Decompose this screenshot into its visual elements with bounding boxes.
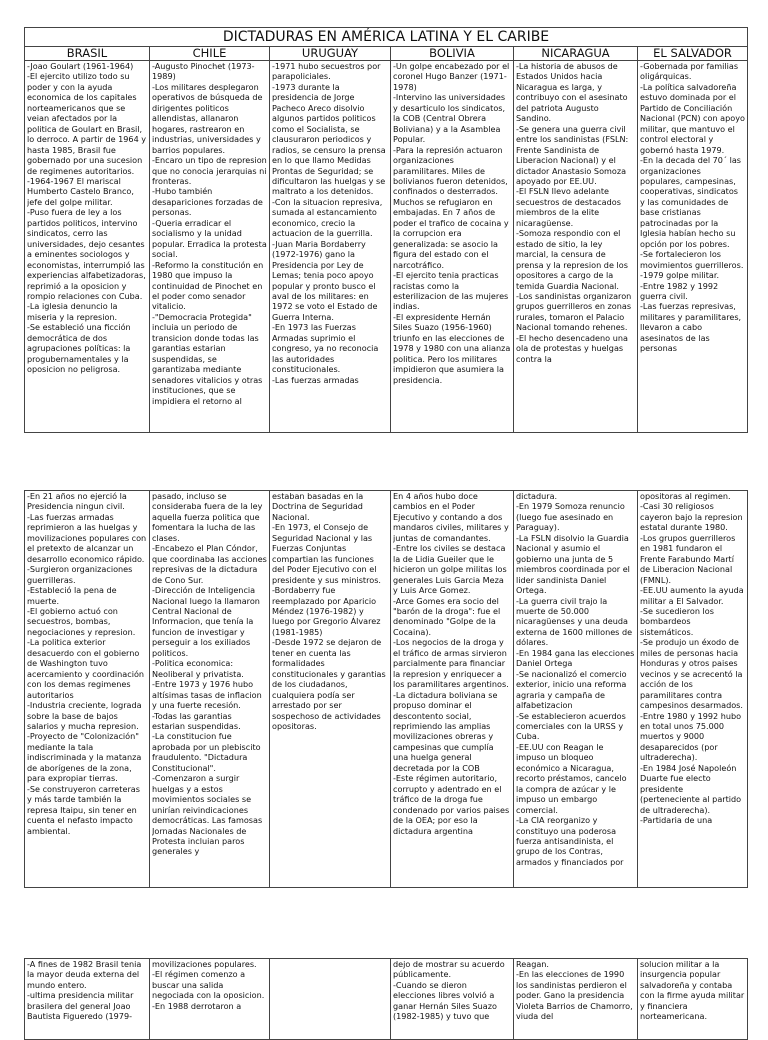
cell-entry: -Augusto Pinochet (1973-1989) <box>152 61 255 82</box>
column-header-row <box>25 47 748 61</box>
cell-entry: -Un golpe encabezado por el coronel Hugo Banzer (1971-1978) <box>393 61 510 92</box>
cell-entry: -Se genera una guerra civil entre los sandinistas (FSLN: Frente Sandinista de Liberacion Nacional) y el dictador Anastasio Somoza apoyado por EE.UU. <box>516 123 629 186</box>
cell-nicaragua <box>514 491 638 888</box>
cell-entry: opositoras al regimen. <box>640 491 731 501</box>
table-row <box>25 61 748 433</box>
cell-entry: -Entre 1973 y 1976 hubo altísimas tasas de inflacion y una fuerte recesión. <box>152 679 262 711</box>
cell-entry: En 4 años hubo doce cambios en el Poder Ejecutivo y contando a dos mandaros civiles, militares y juntas de comandantes. <box>393 491 509 543</box>
cell-el-salvador <box>638 491 748 888</box>
cell-bolivia <box>391 959 514 1040</box>
dictatorships-table-part-3 <box>24 958 748 1040</box>
cell-entry: -Este régimen autoritario, corrupto y adentrado en el tráfico de la droga fue condenado por varios paises de la OEA; por eso la dictadura argentina <box>393 773 510 836</box>
cell-entry: -El hecho desencadeno una ola de protestas y huelgas contra la <box>516 332 628 364</box>
cell-entry: -La política salvadoreña estuvo dominada por el Partido de Conciliación Nacional (PCN) con apoyo militar, que mantuvo el control electoral y gobernó hasta 1979. <box>640 81 745 155</box>
cell-entry: -En 1979 Somoza renuncio (luego fue asesinado en Paraguay). <box>516 501 625 533</box>
cell-entry: -En las elecciones de 1990 los sandinistas perdieron el poder. Gano la presidencia Violeta Barrios de Chamorro, viuda del <box>516 969 633 1022</box>
cell-entry: -Se construyeron carreteras y más tarde también la represa Itaipu, sin tener en cuenta el nefasto impacto ambiental. <box>27 783 140 836</box>
cell-entry: -La constitucion fue aprobada por un plebiscito fraudulento. "Dictadura Constitucional". <box>152 731 261 773</box>
cell-entry: -Comenzaron a surgir huelgas y a estos movimientos sociales se unirían reivindicaciones democráticas. Las famosas Jornadas Nacionales de Protesta incluian paros generales y <box>152 773 263 857</box>
cell-entry: -A fines de 1982 Brasil tenia la mayor deuda externa del mundo entero. <box>27 959 142 990</box>
cell-nicaragua <box>514 61 638 433</box>
cell-entry: -Encaro un tipo de represion que no conocia jerarquias ni fronteras. <box>152 155 267 186</box>
cell-brasil <box>25 61 150 433</box>
cell-entry: -La CIA reorganizo y constituyo una poderosa fuerza antisandinista, el grupo de los Contras, armados y financiados por <box>516 815 624 867</box>
cell-entry: -Reformo la constitución en 1980 que impuso la continuidad de Pinochet en el poder como senador vitalicio. <box>152 259 264 312</box>
cell-entry: -Todas las garantias estarian suspendidas. <box>152 710 241 731</box>
cell-entry: -Se nacionalizó el comercio exterior, inicio una reforma agraria y campaña de alfabetizacion <box>516 668 627 711</box>
cell-entry: -Cuando se dieron elecciones libres volvió a ganar Hernán Siles Suazo (1982-1985) y tuvo que <box>393 979 497 1022</box>
cell-entry: -Se establecieron acuerdos comerciales con la URSS y Cuba. <box>516 710 626 742</box>
cell-entry: -El ejercito tenia practicas racistas como la esterilizacion de las mujeres indias. <box>393 270 509 312</box>
cell-entry: -Los militares desplegaron operativos de búsqueda de dirigentes politicos allendistas, allanaron hogares, rastrearon en industrias, universidades y barrios populares. <box>152 81 263 155</box>
cell-entry: -En 21 años no ejerció la Presidencia ningun civil. <box>27 491 127 512</box>
cell-entry: -Bordaberry fue reemplazado por Aparicio Méndez (1976-1982) y luego por Gregorio Álvarez (1981-1985) <box>272 585 381 637</box>
cell-chile <box>150 61 270 433</box>
cell-chile <box>150 491 270 888</box>
cell-brasil <box>25 959 150 1040</box>
cell-entry: -Los sandinistas organizaron grupos guerrilleros en zonas rurales, tomaron el Palacio Nacional tomando rehenes. <box>516 290 632 333</box>
cell-entry: -La iglesia denuncio la miseria y la represion. <box>27 301 118 322</box>
cell-entry: -Juan Maria Bordaberry (1972-1976) gano la Presidencia por Ley de Lemas; tenia poco apoyo popular y pronto busco el aval de los militares: en 1972 se voto el Estado de Guerra Interna. <box>272 238 378 322</box>
cell-entry: -"Democracia Protegida" incluia un periodo de transicion donde todas las garantias estarian suspendidas, se garantizaba mediante senadores vitalicios y otras instituciones, que se impidiera el retorno al <box>152 311 263 406</box>
table-row <box>25 491 748 888</box>
cell-entry: dictadura. <box>516 491 558 501</box>
cell-entry: -En 1984 José Napoleón Duarte fue electo presidente (perteneciente al partido de ultraderecha). <box>640 762 742 815</box>
cell-bolivia <box>391 61 514 433</box>
cell-entry: -EE.UU con Reagan le impuso un bloqueo económico a Nicaragua, recorto préstamos, cancelo la compra de azúcar y le impuso un embargo comercial. <box>516 741 627 815</box>
cell-entry: -EE.UU aumento la ayuda militar a El Salvador. <box>640 585 744 606</box>
column-header-uruguay: URUGUAY <box>270 47 391 61</box>
cell-entry: -Estableció la pena de muerte. <box>27 585 117 606</box>
cell-entry: -El expresidente Hernán Siles Suazo (1956-1960) triunfo en las elecciones de 1978 y 1980 con una alianza politica. Pero los militares impidieron que asumiera la presidencia. <box>393 311 511 385</box>
cell-chile <box>150 959 270 1040</box>
cell-entry: -Gobernada por familias oligárquicas. <box>640 61 739 82</box>
column-header-el-salvador: EL SALVADOR <box>638 47 748 61</box>
cell-entry: -Casi 30 religiosos cayeron bajo la represion estatal durante 1980. <box>640 501 743 533</box>
cell-uruguay <box>270 61 391 433</box>
column-header-bolivia: BOLIVIA <box>391 47 514 61</box>
cell-entry: -En 1973, el Consejo de Seguridad Nacional y las Fuerzas Conjuntas compartian las funciones del Poder Ejecutivo con el presidente y sus ministros. <box>272 522 381 585</box>
cell-entry: -La FSLN disolvio la Guardia Nacional y asumio el gobierno una junta de 5 miembros coordinada por el lider sandinista Daniel Ortega. <box>516 532 630 596</box>
cell-entry: -Industria creciente, lograda sobre la base de bajos salarios y mucha represion. <box>27 700 142 731</box>
cell-entry: -Desde 1972 se dejaron de tener en cuenta las formalidades constitucionales y garantias de los ciudadanos, cualquiera podía ser arrestado por ser sospechoso de actividades opositoras. <box>272 637 386 731</box>
cell-entry: -La guerra civil trajo la muerte de 50.000 nicaragüenses y una deuda externa de 1600 millones de dólares. <box>516 595 633 648</box>
cell-uruguay <box>270 959 391 1040</box>
cell-entry: -Las fuerzas armadas <box>272 374 359 385</box>
cell-entry: -El régimen comenzo a buscar una salida negociada con la oposicion. <box>152 969 265 1001</box>
column-header-brasil: BRASIL <box>25 47 150 61</box>
cell-entry: -Para la represión actuaron organizaciones paramilitares. Miles de bolivianos fueron detenidos, confinados o desterrados. Muchos se refugiaron en embajadas. En 7 años de poder el trafico de cocaina y la corrupcion era generalizada: se asocio la figura del estado con el narcotráfico. <box>393 144 509 270</box>
cell-entry: -El FSLN llevo adelante secuestros de destacados miembros de la elite nicaragüense. <box>516 186 621 228</box>
cell-entry: -Las fuerzas represivas, militares y paramilitares, llevaron a cabo asesinatos de las personas <box>640 301 742 354</box>
cell-entry: -Se estableció una ficción democrática de dos agrupaciones políticas: la progubernamentales y la oposicion no peligrosa. <box>27 322 131 375</box>
page-title: DICTADURAS EN AMÉRICA LATINA Y EL CARIBE <box>25 28 748 47</box>
cell-entry: -La politica exterior desacuerdo con el gobierno de Washington tuvo acercamiento y coordinación con los demas regimenes autoritarios <box>27 637 145 700</box>
column-header-nicaragua: NICARAGUA <box>514 47 638 61</box>
cell-entry: -Se produjo un éxodo de miles de personas hacia Honduras y otros paises vecinos y se acrecentó la acción de los paramilitares contra campesinos desarmados. <box>640 637 743 711</box>
cell-nicaragua <box>514 959 638 1040</box>
cell-el-salvador <box>638 61 748 433</box>
cell-entry: -El gobierno actuó con secuestros, bombas, negociaciones y represion. <box>27 605 136 637</box>
cell-entry: estaban basadas en la Doctrina de Seguridad Nacional. <box>272 491 364 522</box>
cell-entry: -ultima presidencia militar brasilera del general Joao Bautista Figueredo (1979- <box>27 990 134 1022</box>
cell-entry: -En 1984 gana las elecciones Daniel Ortega <box>516 647 635 669</box>
cell-bolivia <box>391 491 514 888</box>
cell-entry: -Los negocios de la droga y el tráfico de armas sirvieron parcialmente para financiar la represion y enriquecer a los paramilitares argentinos. <box>393 637 509 690</box>
cell-entry: -Somoza respondio con el estado de sitio, la ley marcial, la censura de prensa y la represion de los opositores a cargo de la temida Guardia Nacional. <box>516 228 628 291</box>
cell-entry: -La dictadura boliviana se propuso dominar el descontento social, reprimiendo las amplias movilizaciones obreras y campesinas que cumplía una huelga general decretada por la COB <box>393 689 498 773</box>
cell-entry: -Dirección de Inteligencia Nacional luego la llamaron Central Nacional de Informacion, que tenía la funcion de investigar y perseguir a los exiliados politicos. <box>152 585 260 658</box>
table-row <box>25 959 748 1040</box>
cell-entry: Reagan. <box>516 959 549 969</box>
cell-uruguay <box>270 491 391 888</box>
cell-entry: -En la decada del 70´ las organizaciones populares, campesinas, cooperativas, sindicatos y las comunidades de base cristianas patrocinadas por la Iglesia habían hecho su opción por los pobres. <box>640 155 741 249</box>
cell-entry: -Los grupos guerrilleros en 1981 fundaron el Frente Farabundo Martí de Liberacion Nacional (FMNL). <box>640 532 736 585</box>
cell-entry: -Joao Goulart (1961-1964) <box>27 61 134 71</box>
cell-entry: -1971 hubo secuestros por parapoliciales. <box>272 61 381 82</box>
cell-entry: -La historia de abusos de Estados Unidos hacia Nicaragua es larga, y contribuyo con el asesinato del patriota Augusto Sandino. <box>516 61 628 124</box>
cell-entry: -Proyecto de "Colonización" mediante la tala indiscriminada y la matanza de aborígenes de la zona, para expropiar tierras. <box>27 731 142 784</box>
dictatorships-table-part-2 <box>24 490 748 888</box>
cell-entry: -Entre 1982 y 1992 guerra civil. <box>640 280 719 301</box>
column-header-chile: CHILE <box>150 47 270 61</box>
cell-entry: -Puso fuera de ley a los partidos politicos, intervino sindicatos, cerro las universidades, dejo cesantes a eminentes sociologos y economistas, interrumpió las experiencias alfabetizadoras, reprimió a la oposicion y rompio relaciones con Cuba. <box>27 207 146 301</box>
cell-entry: -1979 golpe militar. <box>640 270 720 281</box>
cell-entry: -Arce Gomes era socio del "barón de la droga": fue el denominado "Golpe de la Cocaina). <box>393 595 501 637</box>
cell-entry: -1964-1967 El mariscal Humberto Castelo Branco, jefe del golpe militar. <box>27 175 134 207</box>
cell-entry: movilizaciones populares. <box>152 959 257 969</box>
cell-entry: -En 1973 las Fuerzas Armadas suprimio el congreso, ya no reconocia las autoridades constitucionales. <box>272 322 379 375</box>
cell-entry: -1973 durante la presidencia de Jorge Pacheco Areco disolvio algunos partidos politicos como el Socialista, se clausuraron periodicos y radios, se censuro la prensa en lo que llamo Medidas Prontas de Seguridad; se dificultaron las huelgas y se maltrato a los detenidos. <box>272 81 386 197</box>
cell-entry: dejo de mostrar su acuerdo públicamente. <box>393 959 505 980</box>
cell-entry: -Entre 1980 y 1992 hubo en total unos 75.000 muertos y 9000 desaparecidos (por ultraderecha). <box>640 710 742 763</box>
cell-entry: -Las fuerzas armadas reprimieron a las huelgas y movilizaciones populares con el pretexto de alcanzar un desarrollo economico rápido. <box>27 511 147 564</box>
cell-entry: -Encabezo el Plan Cóndor, que coordinaba las acciones represivas de la dictadura de Cono Sur. <box>152 543 267 585</box>
cell-entry: -Queria erradicar el socialismo y la unidad popular. Erradica la protesta social. <box>152 217 267 260</box>
cell-entry: -Entre los civiles se destaca la de Lidia Gueiler que le hicieron un golpe militas los generales Luis Garcia Meza y Luis Arce Gomez. <box>393 543 507 596</box>
cell-entry: solucion militar a la insurgencia popular salvadoreña y contaba con la firme ayuda militar y financiera norteamericana. <box>640 959 745 1022</box>
cell-entry: -Surgieron organizaciones guerrilleras. <box>27 564 133 585</box>
cell-entry: -Se sucedieron los bombardeos sistemáticos. <box>640 605 714 637</box>
cell-brasil <box>25 491 150 888</box>
cell-entry: -El ejercito utilizo todo su poder y con la ayuda economica de los capitales norteamericanos que se veian afectados por la politica de Goulart en Brasil, lo derroco. A partir de 1964 y hasta 1985, Brasil fue gobernado por una sucesion de regimenes autoritarios. <box>27 71 147 176</box>
cell-entry: -Hubo también desapariciones forzadas de personas. <box>152 186 263 218</box>
cell-entry: -En 1988 derrotaron a <box>152 1000 242 1011</box>
cell-entry: -Partidaria de una <box>640 815 713 826</box>
cell-entry: -Politica economica: Neoliberal y privatista. <box>152 658 244 679</box>
cell-entry: -Con la situacion represiva, sumada al estancamiento economico, crecio la actuacion de la guerrilla. <box>272 196 383 239</box>
cell-entry: -Intervino las universidades y desarticulo los sindicatos, la COB (Central Obrera Boliviana) y a la Asamblea Popular. <box>393 92 506 145</box>
cell-entry: pasado, incluso se consideraba fuera de la ley aquella fuerza politica que fomentara la lucha de las clases. <box>152 491 263 543</box>
dictatorships-table-part-1 <box>24 27 748 433</box>
cell-el-salvador <box>638 959 748 1040</box>
cell-entry: -Se fortalecieron los movimientos guerrilleros. <box>640 249 744 270</box>
